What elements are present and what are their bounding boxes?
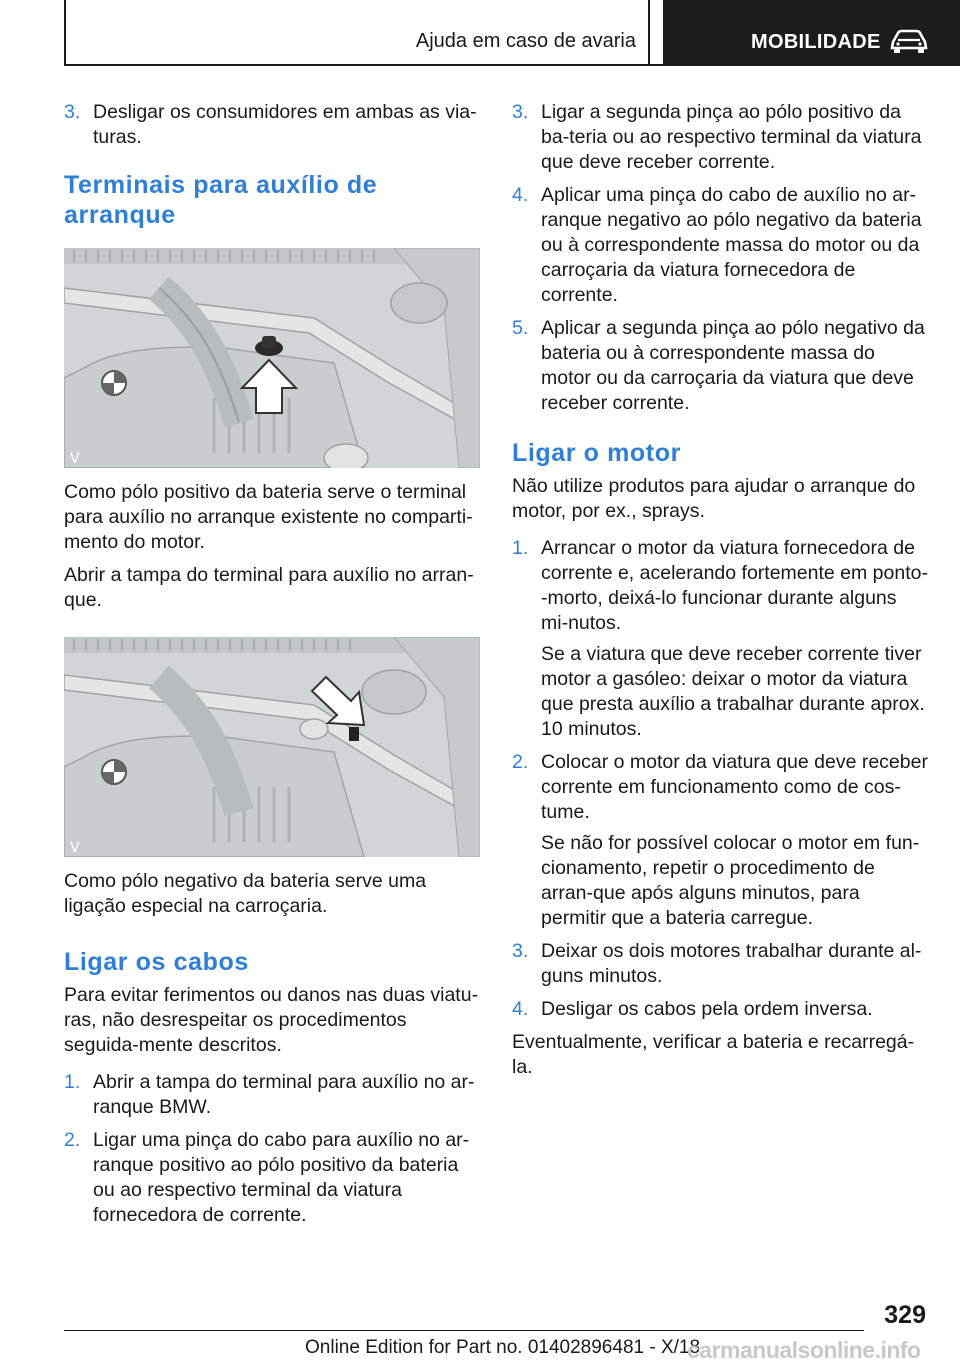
step-number: 5. <box>512 317 529 339</box>
step-number: 2. <box>64 1129 81 1151</box>
step-number: 3. <box>64 101 81 123</box>
step-number: 4. <box>512 998 529 1020</box>
chapter-tab[interactable] <box>663 0 960 64</box>
footer-watermark: carmanualsonline.info <box>687 1337 921 1362</box>
svg-text:V: V <box>70 840 80 856</box>
step-subtext: Se não for possível colocar o motor em fun-cionamento, repetir o procedimento de arran-que após alguns minutos, para permitir que a bateria carregue. <box>541 832 920 929</box>
step-text: Desligar os consumidores em ambas as via-turas. <box>93 101 477 148</box>
list-item <box>512 100 928 175</box>
step-text: Ligar a segunda pinça ao pólo positivo da ba-teria ou ao respectivo terminal da viatura que deve receber corrente. <box>541 101 922 173</box>
header-separator <box>648 0 650 66</box>
step-number: 1. <box>512 537 529 559</box>
heading-terminals: Terminais para auxílio de arranque <box>64 171 378 229</box>
list-item <box>512 939 928 989</box>
list-item <box>512 750 928 931</box>
footer-rule <box>64 1330 864 1331</box>
chapter-title: MOBILIDADE <box>751 31 881 53</box>
footer-edition: Online Edition for Part no. 01402896481 - X/18 <box>305 1337 701 1358</box>
step-number: 4. <box>512 184 529 206</box>
step-number: 2. <box>512 751 529 773</box>
header-rule <box>64 64 960 66</box>
paragraph-positive-terminal: Como pólo positivo da bateria serve o terminal para auxílio no arranque existente no comparti-mento do motor. <box>64 481 473 553</box>
list-item <box>512 536 928 742</box>
paragraph-negative-terminal: Como pólo negativo da bateria serve uma ligação especial na carroçaria. <box>64 870 427 917</box>
step-text: Arrancar o motor da viatura fornecedora de corrente e, acelerando fortemente em ponto--morto, deixá-lo funcionar durante alguns mi-nutos. <box>541 537 928 634</box>
step-subtext: Se a viatura que deve receber corrente tiver motor a gasóleo: deixar o motor da viatura que presta auxílio a trabalhar durante aprox. 10 minutos. <box>541 643 925 740</box>
list-item <box>512 183 928 308</box>
paragraph-final: Eventualmente, verificar a bateria e recarregá-la. <box>512 1031 915 1078</box>
section-title: Ajuda em caso de avaria <box>415 30 636 52</box>
right-column <box>512 100 928 1088</box>
step-text: Desligar os cabos pela ordem inversa. <box>541 998 873 1020</box>
step-number: 3. <box>512 101 529 123</box>
list-item <box>512 997 928 1022</box>
step-number: 3. <box>512 940 529 962</box>
step-text: Aplicar uma pinça do cabo de auxílio no ar-ranque negativo ao pólo negativo da bateria ou à correspondente massa do motor ou da carroçaria da viatura fornecedora de corrente. <box>541 184 922 306</box>
paragraph-cables-intro: Para evitar ferimentos ou danos nas duas viatu-ras, não desrespeitar os procedimentos seguida-mente descritos. <box>64 984 479 1056</box>
list-item <box>64 1128 480 1228</box>
car-icon <box>889 28 929 54</box>
step-text: Aplicar a segunda pinça ao pólo negativo da bateria ou à correspondente massa do motor ou da carroçaria da viatura que deve receber corrente. <box>541 317 925 414</box>
engine-bay-positive-terminal-photo <box>64 248 480 468</box>
step-text: Ligar uma pinça do cabo para auxílio no ar-ranque positivo ao pólo positivo da bateria ou ao respectivo terminal da viatura fornecedora de corrente. <box>93 1129 470 1226</box>
step-text: Abrir a tampa do terminal para auxílio no ar-ranque BMW. <box>93 1071 475 1118</box>
page-number: 329 <box>884 1301 926 1329</box>
left-column <box>64 100 480 1236</box>
heading-connect-cables: Ligar os cabos <box>64 948 249 976</box>
paragraph-open-cover: Abrir a tampa do terminal para auxílio no arran-que. <box>64 564 474 611</box>
svg-text:V: V <box>70 451 80 467</box>
step-text: Deixar os dois motores trabalhar durante al-guns minutos. <box>541 940 922 987</box>
list-item <box>64 100 480 150</box>
list-item <box>64 1070 480 1120</box>
heading-start-engine: Ligar o motor <box>512 439 681 467</box>
step-number: 1. <box>64 1071 81 1093</box>
list-item <box>512 316 928 416</box>
engine-bay-negative-terminal-photo <box>64 637 480 857</box>
paragraph-start-intro: Não utilize produtos para ajudar o arranque do motor, por ex., sprays. <box>512 475 916 522</box>
step-text: Colocar o motor da viatura que deve receber corrente em funcionamento como de cos-tume. <box>541 751 928 823</box>
